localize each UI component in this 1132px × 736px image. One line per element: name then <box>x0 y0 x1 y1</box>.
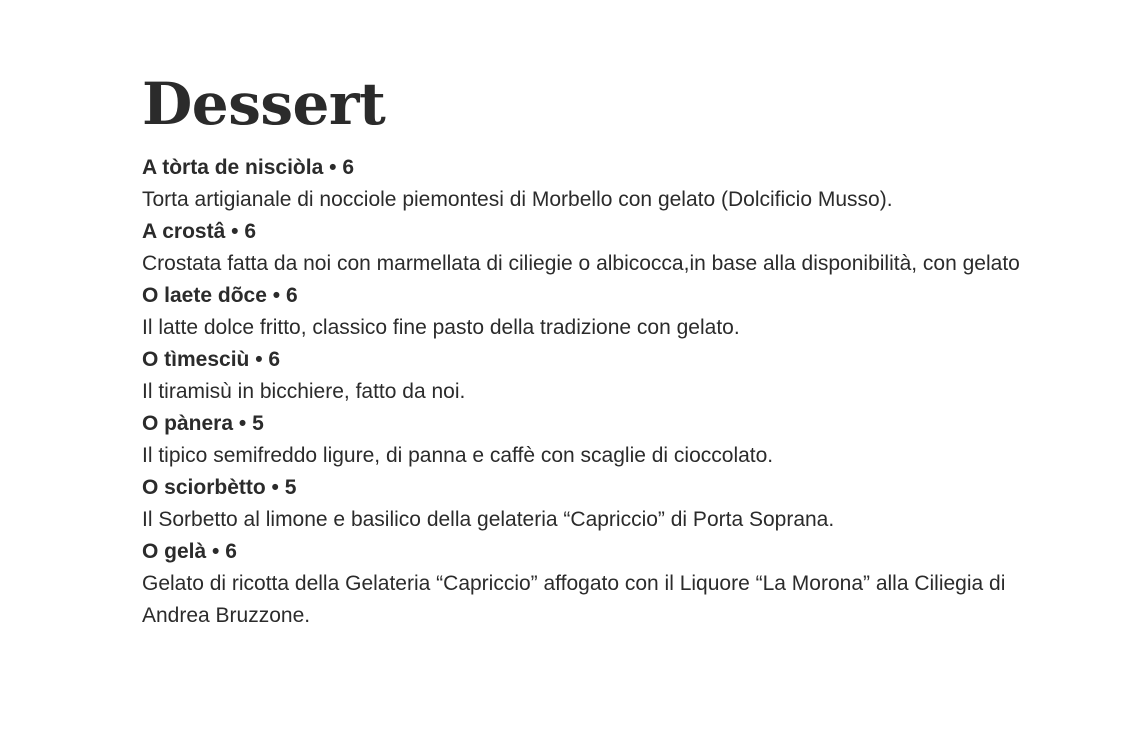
price-separator: • <box>231 220 239 243</box>
price-separator: • <box>272 284 281 307</box>
menu-item-name: A crostâ <box>142 220 226 243</box>
price-separator: • <box>255 348 263 371</box>
menu-item-name: O gelà <box>142 540 207 563</box>
menu-item-panera <box>142 408 1052 472</box>
menu-item-description: Il Sorbetto al limone e basilico della gelateria “Capriccio” di Porta Soprana. <box>142 508 835 531</box>
menu-item-heading <box>142 536 1052 568</box>
menu-item-name: O pànera <box>142 412 234 435</box>
menu-item-name: O tìmesciù <box>142 348 250 371</box>
menu-item-heading <box>142 472 1052 504</box>
menu-item-price: 5 <box>252 412 264 435</box>
menu-item-heading <box>142 280 1052 312</box>
price-separator: • <box>271 476 279 499</box>
menu-item-name: O sciorbètto <box>142 476 266 499</box>
menu-item-price: 6 <box>244 220 256 243</box>
menu-item-name: O laete dõce <box>142 284 267 307</box>
menu-item-description: Gelato di ricotta della Gelateria “Capriccio” affogato con il Liquore “La Morona” alla Ciliegia di Andrea Bruzzone. <box>142 572 1006 627</box>
menu-item-description: Torta artigianale di nocciole piemontesi di Morbello con gelato (Dolcificio Musso). <box>142 188 893 211</box>
menu-item-price: 6 <box>342 156 354 179</box>
menu-item-name: A tòrta de nisciòla <box>142 156 324 179</box>
menu-item-torta-nocciole <box>142 152 1052 216</box>
price-separator: • <box>238 412 247 435</box>
menu-item-price: 5 <box>284 476 297 499</box>
menu-item-price: 6 <box>225 540 237 563</box>
menu-item-latte-dolce <box>142 280 1052 344</box>
menu-item-heading <box>142 344 1052 376</box>
menu-item-price: 6 <box>285 284 298 307</box>
menu-item-description: Il tiramisù in bicchiere, fatto da noi. <box>142 380 466 403</box>
menu-item-sorbetto <box>142 472 1052 536</box>
menu-item-tiramisu <box>142 344 1052 408</box>
menu-item-gelato <box>142 536 1052 632</box>
menu-item-heading <box>142 216 1052 248</box>
menu-item-price: 6 <box>268 348 281 371</box>
section-title: Dessert <box>142 70 386 138</box>
dessert-menu <box>142 66 1052 632</box>
menu-item-heading <box>142 152 1052 184</box>
price-separator: • <box>329 156 337 179</box>
menu-item-crostata <box>142 216 1052 280</box>
menu-item-description: Crostata fatta da noi con marmellata di ciliegie o albicocca,in base alla disponibilità, con gelato <box>142 252 1020 275</box>
menu-item-heading <box>142 408 1052 440</box>
menu-item-description: Il latte dolce fritto, classico fine pasto della tradizione con gelato. <box>142 316 740 339</box>
price-separator: • <box>212 540 220 563</box>
menu-item-description: Il tipico semifreddo ligure, di panna e caffè con scaglie di cioccolato. <box>142 444 774 467</box>
